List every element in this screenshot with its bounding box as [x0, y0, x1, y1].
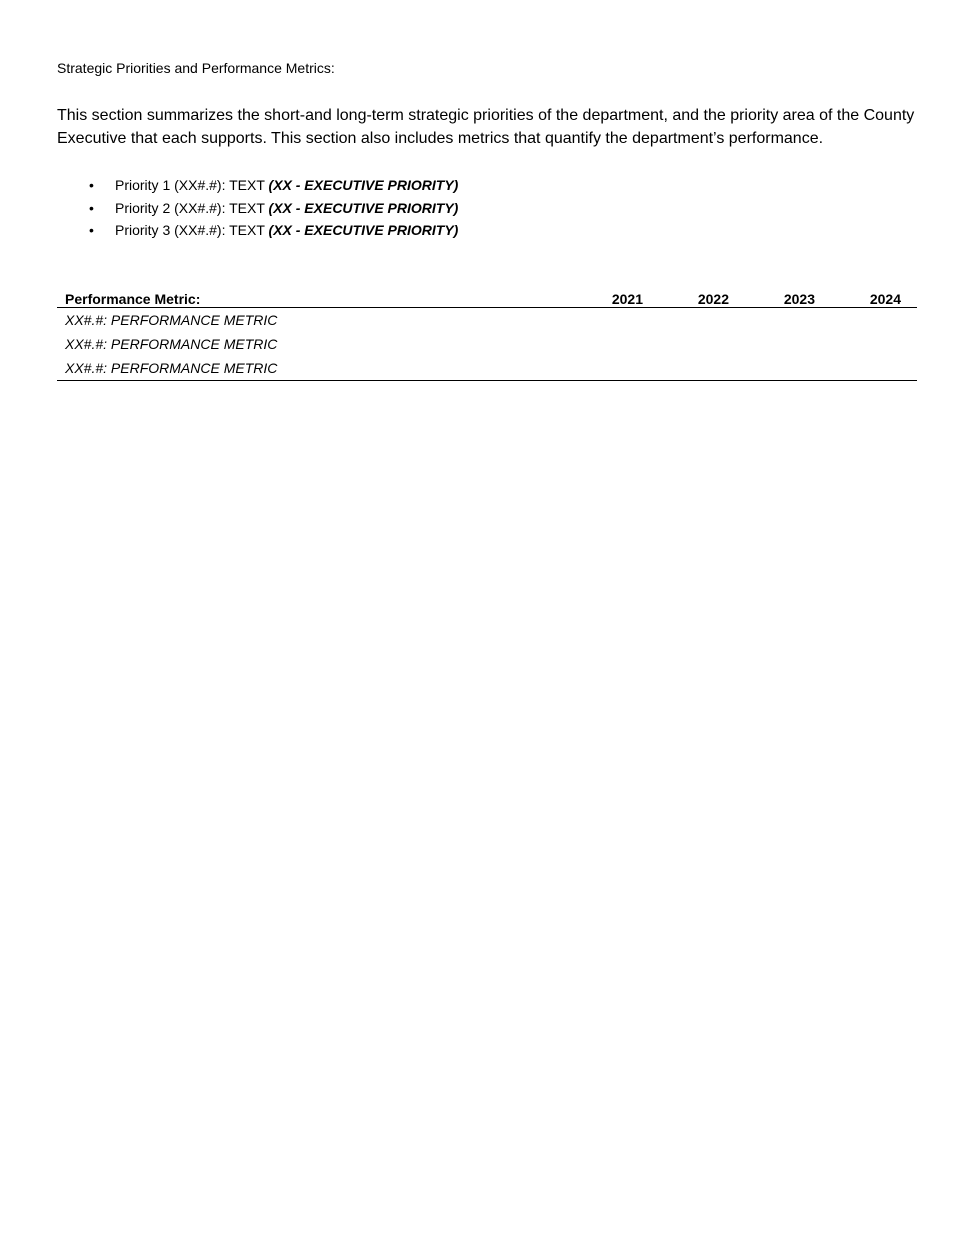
priority-list: [57, 174, 458, 242]
metric-name-cell: XX#.#: PERFORMANCE METRIC: [57, 356, 573, 381]
table-row: [57, 332, 917, 356]
priority-item-2: [57, 197, 458, 220]
metric-value-cell: [573, 356, 659, 381]
metric-column-header: Performance Metric:: [57, 286, 573, 308]
metric-value-cell: [659, 332, 745, 356]
bullet-icon: •: [89, 199, 94, 216]
executive-priority: (XX - EXECUTIVE PRIORITY): [268, 177, 459, 193]
year-column-header-2021: 2021: [573, 286, 659, 308]
metric-value-cell: [831, 356, 917, 381]
priority-label: Priority 1 (XX#.#): TEXT: [115, 177, 269, 193]
metric-value-cell: [659, 308, 745, 333]
table-row: [57, 308, 917, 333]
year-column-header-2023: 2023: [745, 286, 831, 308]
metric-value-cell: [659, 356, 745, 381]
metric-name-cell: XX#.#: PERFORMANCE METRIC: [65, 336, 278, 352]
table-header-row: [57, 286, 917, 308]
metric-value-cell: [745, 356, 831, 381]
performance-metrics-table: [57, 286, 917, 381]
metric-name-cell: XX#.#: PERFORMANCE METRIC: [65, 312, 278, 328]
priority-label: Priority 2 (XX#.#): TEXT: [115, 199, 269, 216]
bullet-icon: •: [89, 222, 94, 238]
year-column-header-2022: 2022: [659, 286, 745, 308]
priority-label: Priority 3 (XX#.#): TEXT: [115, 222, 269, 238]
metric-value-cell: [745, 332, 831, 356]
table-row: [57, 356, 917, 381]
metric-value-cell: [573, 308, 659, 333]
priority-item-1: [57, 174, 458, 197]
metric-value-cell: [573, 332, 659, 356]
section-heading: Strategic Priorities and Performance Metrics:: [57, 60, 335, 76]
priority-item-3: [57, 219, 458, 242]
metric-value-cell: [831, 308, 917, 333]
year-column-header-2024: 2024: [831, 286, 917, 308]
metric-value-cell: [831, 332, 917, 356]
bullet-icon: •: [89, 177, 94, 193]
metric-value-cell: [745, 308, 831, 333]
intro-paragraph: This section summarizes the short-and long-term strategic priorities of the department, and the priority area of the County Executive that each supports. This section also includes metrics that quantify the department’s performance.: [57, 107, 915, 147]
executive-priority: (XX - EXECUTIVE PRIORITY): [268, 199, 459, 216]
executive-priority: (XX - EXECUTIVE PRIORITY): [268, 222, 459, 238]
